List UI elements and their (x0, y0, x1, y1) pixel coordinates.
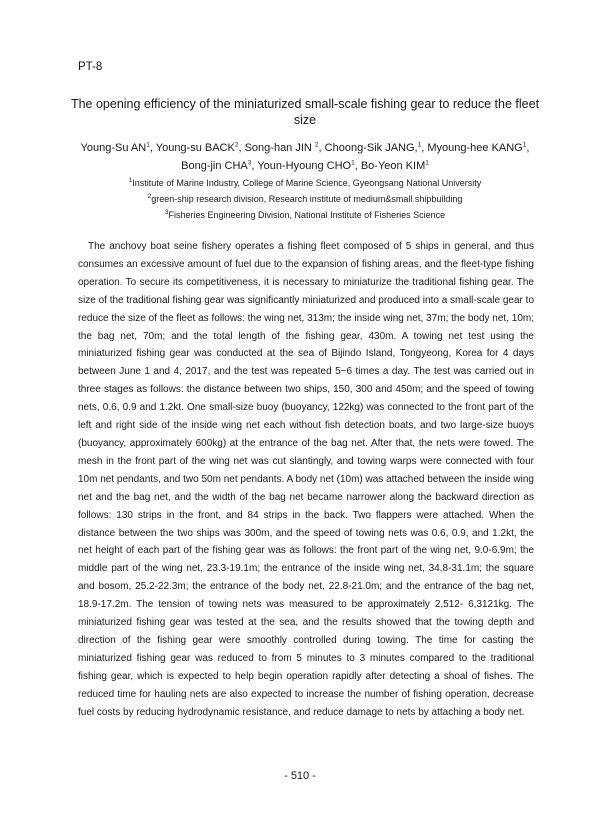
author-affiliation-mark: 2 (314, 141, 319, 149)
author-name: Youn-Hyoung CHO (257, 160, 352, 172)
author-3 (245, 142, 325, 154)
author-affiliation-mark: 1 (417, 141, 422, 149)
author-name: Choong-Sik JANG, (324, 142, 418, 154)
author-2 (156, 142, 245, 154)
author-name: Myoung-hee KANG (427, 142, 523, 154)
author-separator: , (318, 142, 325, 154)
affiliation-2 (70, 191, 540, 207)
author-separator: , (251, 160, 258, 172)
affiliation-3 (70, 207, 540, 223)
author-affiliation-mark: 2 (234, 141, 239, 149)
abstract-paragraph: The anchovy boat seine fishery operates a fishing fleet composed of 5 ships in general, and thus consumes an excessive amount of fuel due to the expansion of fishing areas, and the fleet-type fishing operation. To secure its competitiveness, it is necessary to miniaturize the traditional fishing gear. The size of the traditional fishing gear was significantly miniaturized and produced into a small-scale gear to reduce the size of the fleet as follows: the wing net, 313m; the inside wing net, 37m; the body net, 10m; the bag net, 70m; and the total length of the fishing gear, 430m. A towing net test using the miniaturized fishing gear was conducted at the sea of Bijindo Island, Tongyeong, Korea for 4 days between June 1 and 4, 2017, and the test was repeated 5~6 times a day. The test was carried out in three stages as follows: the distance between two ships, 150, 300 and 450m; and the speed of towing nets, 0.6, 0.9 and 1.2kt. One small-size buoy (buoyancy, 122kg) was connected to the front part of the left and right side of the inside wing net each without fish detection boats, and two large-size buoys (buoyancy, approximately 600kg) at the entrance of the bag net. After that, the nets were towed. The mesh in the front part of the wing net was cut slantingly, and towing warps were connected with four 10m net pendants, and two 50m net pendants. A body net (10m) was attached between the inside wing net and the bag net, and the width of the bag net became narrower along the backward direction as follows: 130 strips in the front, and 84 strips in the back. Two flappers were attached. When the distance between the two ships was 300m, and the speed of towing nets was 0.6, 0.9, and 1.2kt, the net height of each part of the fishing gear was as follows: the front part of the wing net, 9.0-6.9m; the middle part of the wing net, 23.3-19.1m; the entrance of the inside wing net, 34.8-31.1m; the square and bosom, 25.2-22.3m; the entrance of the body net, 22.8-21.0m; and the entrance of the bag net, 18.9-17.2m. The tension of towing nets was measured to be approximately 2,512- 6,3121kg. The miniaturized fishing gear was tested at the sea, and the results showed that the towing depth and direction of the fishing gear were smoothly controlled during towing. The time for casting the miniaturized fishing gear was reduced to from 5 minutes to 3 minutes compared to the traditional fishing gear, which is expected to help begin operation rapidly after detecting a shoal of fishes. The reduced time for hauling nets are also expected to increase the number of fishing operation, decrease fuel costs by reducing hydrodynamic resistance, and reduce damage to nets by attaching a body net. (78, 241, 534, 718)
author-affiliation-mark: 1 (522, 141, 527, 149)
author-8 (361, 160, 429, 172)
author-affiliation-mark: 1 (146, 141, 150, 149)
author-separator: , (421, 142, 428, 154)
affiliation-1 (70, 175, 540, 191)
author-name: Bong-jin CHA (181, 160, 248, 172)
page-number: - 510 - (284, 770, 316, 782)
author-separator: , (526, 142, 530, 154)
affiliation-text: Fisheries Engineering Division, National Institute of Fisheries Science (168, 210, 446, 220)
paper-title: The opening efficiency of the miniaturized small-scale fishing gear to reduce the fleet size (70, 97, 540, 127)
author-affiliation-mark: 3 (247, 159, 252, 167)
author-affiliation-mark: 1 (351, 159, 355, 167)
affiliation-list (70, 175, 540, 223)
affiliation-number: 1 (128, 177, 133, 184)
author-6 (181, 160, 257, 172)
affiliation-text: Institute of Marine Industry, College of Marine Science, Gyeongsang National University (132, 178, 482, 188)
affiliation-number: 3 (164, 209, 169, 216)
author-name: Bo-Yeon KIM (360, 160, 426, 172)
author-name: Young-su BACK (155, 142, 235, 154)
author-7 (257, 160, 361, 172)
author-affiliation-mark: 1 (425, 159, 429, 167)
author-list (70, 139, 540, 175)
affiliation-number: 2 (147, 193, 152, 200)
author-5 (427, 142, 529, 154)
author-4 (325, 142, 428, 154)
author-1 (81, 142, 156, 154)
affiliation-text: green-ship research division, Research institute of medium&small shipbuilding (151, 194, 463, 204)
author-separator: , (238, 142, 245, 154)
author-separator: , (354, 160, 361, 172)
paper-code: PT-8 (78, 61, 103, 73)
author-name: Song-han JIN (244, 142, 315, 154)
author-name: Young-Su AN (80, 142, 147, 154)
author-separator: , (149, 142, 156, 154)
